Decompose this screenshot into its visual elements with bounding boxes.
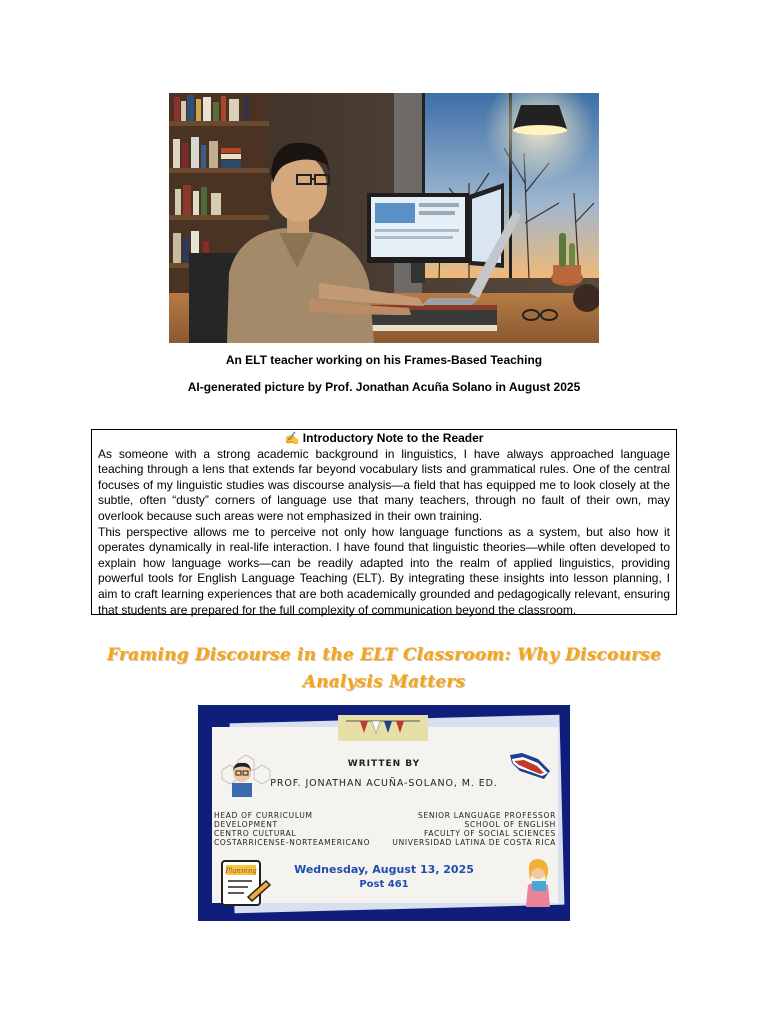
- affiliation-line: COSTARRICENSE-NORTEAMERICANO: [214, 838, 371, 847]
- affiliation-line: DEVELOPMENT: [214, 820, 278, 829]
- post-date: Wednesday, August 13, 2025: [294, 863, 474, 876]
- written-by-label: WRITTEN BY: [347, 759, 421, 769]
- post-number: Post 461: [359, 879, 409, 890]
- note-title: [98, 431, 670, 447]
- author-name: PROF. JONATHAN ACUÑA-SOLANO, M. ED.: [270, 778, 498, 789]
- planning-label: Planning: [225, 867, 257, 875]
- note-paragraph: This perspective allows me to perceive not only how language functions as a system, but also how it operates dynamically in real-life interaction. I have found that linguistic theories—while often developed to explain how language works—can be readily adapted into the realm of applied linguistics, providing powerful tools for English Language Teaching (ELT). By integrating these insights into lesson planning, I aim to craft learning experiences that are both academically grounded and pedagogically relevant, ensuring that students are prepared for the full complexity of communication beyond the classroom.: [98, 524, 670, 617]
- article-heading: [80, 642, 688, 696]
- author-banner: [198, 705, 570, 921]
- affiliation-line: FACULTY OF SOCIAL SCIENCES: [424, 829, 556, 838]
- introductory-note-box: [91, 429, 677, 615]
- photo-caption: An ELT teacher working on his Frames-Based Teaching: [225, 353, 543, 367]
- affiliation-line: SENIOR LANGUAGE PROFESSOR: [418, 811, 556, 820]
- left-affiliation: [214, 811, 370, 847]
- affiliation-line: UNIVERSIDAD LATINA DE COSTA RICA: [392, 838, 556, 847]
- tape-decoration: [338, 715, 428, 741]
- affiliation-line: HEAD OF CURRICULUM: [214, 811, 313, 820]
- reading-woman-illustration: [520, 855, 556, 907]
- right-affiliation: [392, 811, 556, 847]
- article-heading-line: Analysis Matters: [302, 672, 466, 692]
- note-title-text: Introductory Note to the Reader: [302, 431, 484, 445]
- article-heading-line: Framing Discourse in the ELT Classroom: Why Discourse: [106, 645, 662, 665]
- photo-credit: AI-generated picture by Prof. Jonathan Acuña Solano in August 2025: [187, 380, 581, 394]
- teacher-photo: [169, 93, 599, 343]
- affiliation-line: SCHOOL OF ENGLISH: [464, 820, 556, 829]
- note-paragraph: As someone with a strong academic background in linguistics, I have always approached language teaching through a lens that extends far beyond vocabulary lists and grammatical rules. One of the central focuses of my linguistic studies was discourse analysis—a field that has equipped me to look closely at the subtle, often “dusty” corners of language use that many teachers, through no fault of their own, may overlook because such areas were not emphasized in their own training.: [98, 446, 670, 523]
- writing-hand-icon: ✍: [284, 431, 300, 445]
- affiliation-line: CENTRO CULTURAL: [214, 829, 297, 838]
